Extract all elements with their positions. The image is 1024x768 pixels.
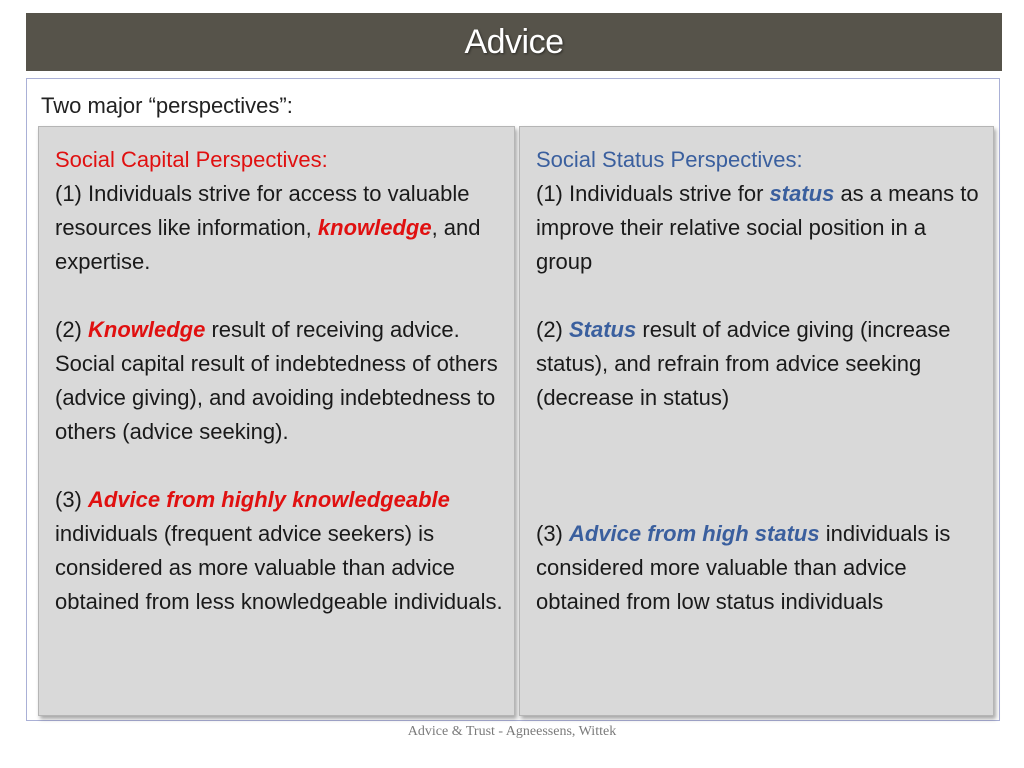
point-3-text-end: individuals (frequent advice seekers) is considered as more valuable than advice obtained from less knowledgeable individuals. (55, 521, 503, 614)
point-1-text: (1) Individuals strive for access to valuable resources like information, (55, 181, 470, 240)
point-1-text-end: , and expertise. (55, 215, 481, 274)
point-3-emphasis: Advice from highly knowledgeable (88, 487, 450, 512)
social-status-point-2 (536, 313, 983, 415)
social-status-text (536, 143, 983, 653)
slide-subtitle: Two major “perspectives”: (41, 93, 293, 118)
slide-title-bar (26, 13, 1002, 71)
point-1-emphasis: knowledge (317, 215, 432, 240)
slide-title: Advice (464, 22, 564, 61)
point-3-text: (3) (536, 521, 569, 546)
point-3-text-end: individuals is considered more valuable than advice obtained from low status individuals (536, 521, 951, 614)
social-status-panel (519, 126, 994, 716)
point-3-emphasis: Advice from high status (569, 521, 820, 546)
point-2-text-end: result of advice giving (increase status), and refrain from advice seeking (decrease in status) (536, 317, 951, 410)
slide-footer: Advice & Trust - Agneessens, Wittek (407, 724, 617, 739)
point-2-text: (2) (55, 317, 88, 342)
point-1-text-end: as a means to improve their relative social position in a group (536, 181, 979, 274)
paragraph-spacer (536, 449, 983, 517)
point-1-emphasis: status (769, 181, 835, 206)
point-2-emphasis: Status (569, 317, 637, 342)
point-3-text: (3) (55, 487, 88, 512)
social-status-heading: Social Status Perspectives: (536, 147, 803, 172)
point-1-text: (1) Individuals strive for (536, 181, 770, 206)
social-capital-heading: Social Capital Perspectives: (55, 147, 328, 172)
point-2-text-end: result of receiving advice. Social capital result of indebtedness of others (advice giving), and avoiding indebtedness to others (advice seeking). (55, 317, 498, 444)
point-2-emphasis: Knowledge (88, 317, 206, 342)
social-capital-text (55, 143, 504, 653)
point-2-text: (2) (536, 317, 569, 342)
social-status-point-3 (536, 517, 983, 619)
social-capital-point-3 (55, 483, 504, 619)
social-capital-panel (38, 126, 515, 716)
social-capital-point-1 (55, 177, 504, 279)
social-capital-point-2 (55, 313, 504, 449)
social-status-point-1 (536, 177, 983, 279)
